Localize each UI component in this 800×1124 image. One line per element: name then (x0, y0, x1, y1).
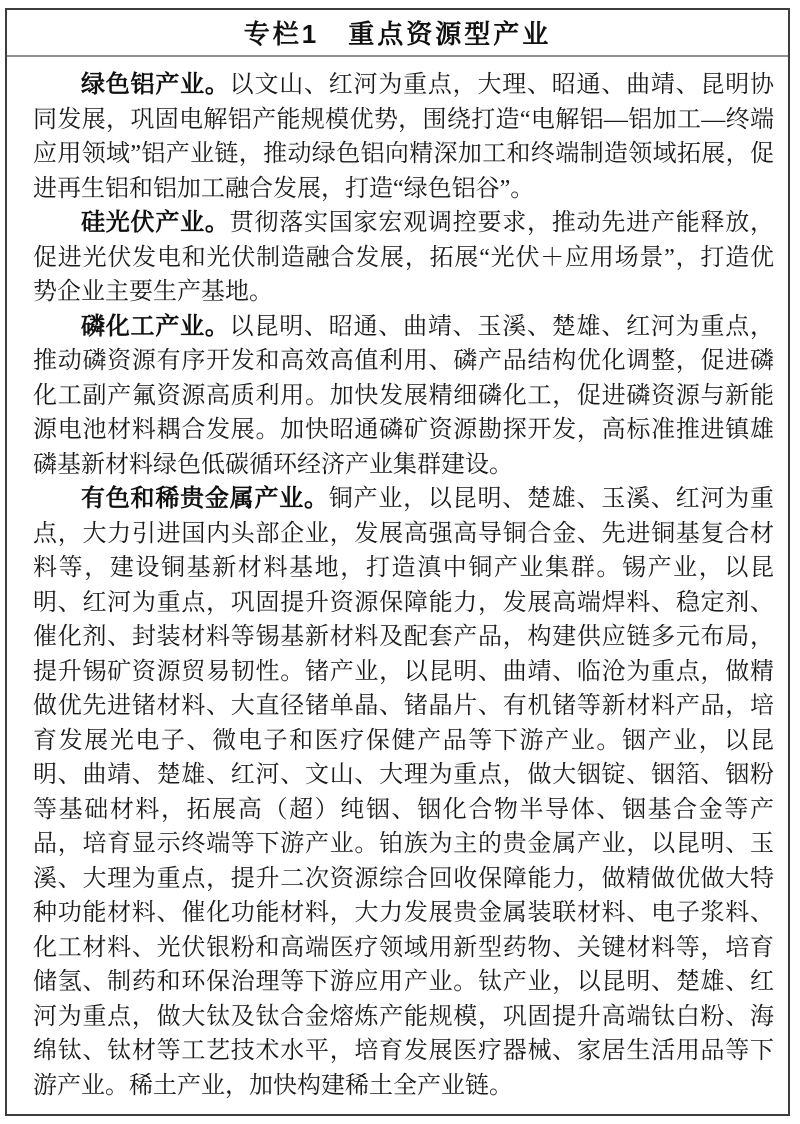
paragraph-nonferrous-rare-metals-text: 铜产业，以昆明、楚雄、玉溪、红河为重点，大力引进国内头部企业，发展高强高导铜合金、先进铜基复合材料等，建设铜基新材料基地，打造滇中铜产业集群。锡产业，以昆明、红河为重点，巩固提升资源保障能力，发展高端焊料、稳定剂、催化剂、封装材料等锡基新材料及配套产品，构建供应链多元布局，提升锡矿资源贸易韧性。锗产业，以昆明、曲靖、临沧为重点，做精做优先进锗材料、大直径锗单晶、锗晶片、有机锗等新材料产品，培育发展光电子、微电子和医疗保健产品等下游产业。铟产业，以昆明、曲靖、楚雄、红河、文山、大理为重点，做大铟锭、铟箔、铟粉等基础材料，拓展高（超）纯铟、铟化合物半导体、铟基合金等产品，培育显示终端等下游产业。铂族为主的贵金属产业，以昆明、玉溪、大理为重点，提升二次资源综合回收保障能力，做精做优做大特种功能材料、催化功能材料，大力发展贵金属装联材料、电子浆料、化工材料、光伏银粉和高端医疗领域用新型药物、关键材料等，培育储氢、制药和环保治理等下游应用产业。钛产业，以昆明、楚雄、红河为重点，做大钛及钛合金熔炼产能规模，巩固提升高端钛白粉、海绵钛、钛材等工艺技术水平，培育发展医疗器械、家居生活用品等下游产业。稀土产业，加快构建稀土全产业链。 (33, 486, 775, 1099)
paragraph-green-aluminum-lead: 绿色铝产业。 (81, 71, 230, 98)
feature-box (5, 8, 790, 1116)
feature-box-title: 专栏1 重点资源型产业 (243, 19, 552, 49)
feature-box-header (7, 10, 788, 57)
paragraph-nonferrous-rare-metals (33, 482, 774, 1103)
paragraph-green-aluminum (33, 68, 774, 206)
feature-box-body (7, 57, 788, 1103)
paragraph-nonferrous-rare-metals-lead: 有色和稀贵金属产业。 (81, 485, 329, 512)
paragraph-silicon-pv (33, 206, 774, 310)
paragraph-silicon-pv-lead: 硅光伏产业。 (81, 209, 230, 236)
paragraph-green-aluminum-text: 以文山、红河为重点，大理、昭通、曲靖、昆明协同发展，巩固电解铝产能规模优势，围绕打造“电解铝—铝加工—终端应用领域”铝产业链，推动绿色铝向精深加工和终端制造领域拓展，促进再生铝和铝加工融合发展，打造“绿色铝谷”。 (33, 72, 775, 202)
paragraph-phosphorus-chemical (33, 310, 774, 483)
paragraph-phosphorus-chemical-lead: 磷化工产业。 (81, 312, 230, 340)
paragraph-silicon-pv-text: 贯彻落实国家宏观调控要求，推动先进产能释放，促进光伏发电和光伏制造融合发展，拓展“光伏＋应用场景”，打造优势企业主要生产基地。 (33, 210, 775, 305)
paragraph-phosphorus-chemical-text: 以昆明、昭通、曲靖、玉溪、楚雄、红河为重点，推动磷资源有序开发和高效高值利用、磷产品结构优化调整，促进磷化工副产氟资源高质利用。加快发展精细磷化工，促进磷资源与新能源电池材料耦合发展。加快昭通磷矿资源勘探开发，高标准推进镇雄磷基新材料绿色低碳循环经济产业集群建设。 (33, 313, 775, 478)
